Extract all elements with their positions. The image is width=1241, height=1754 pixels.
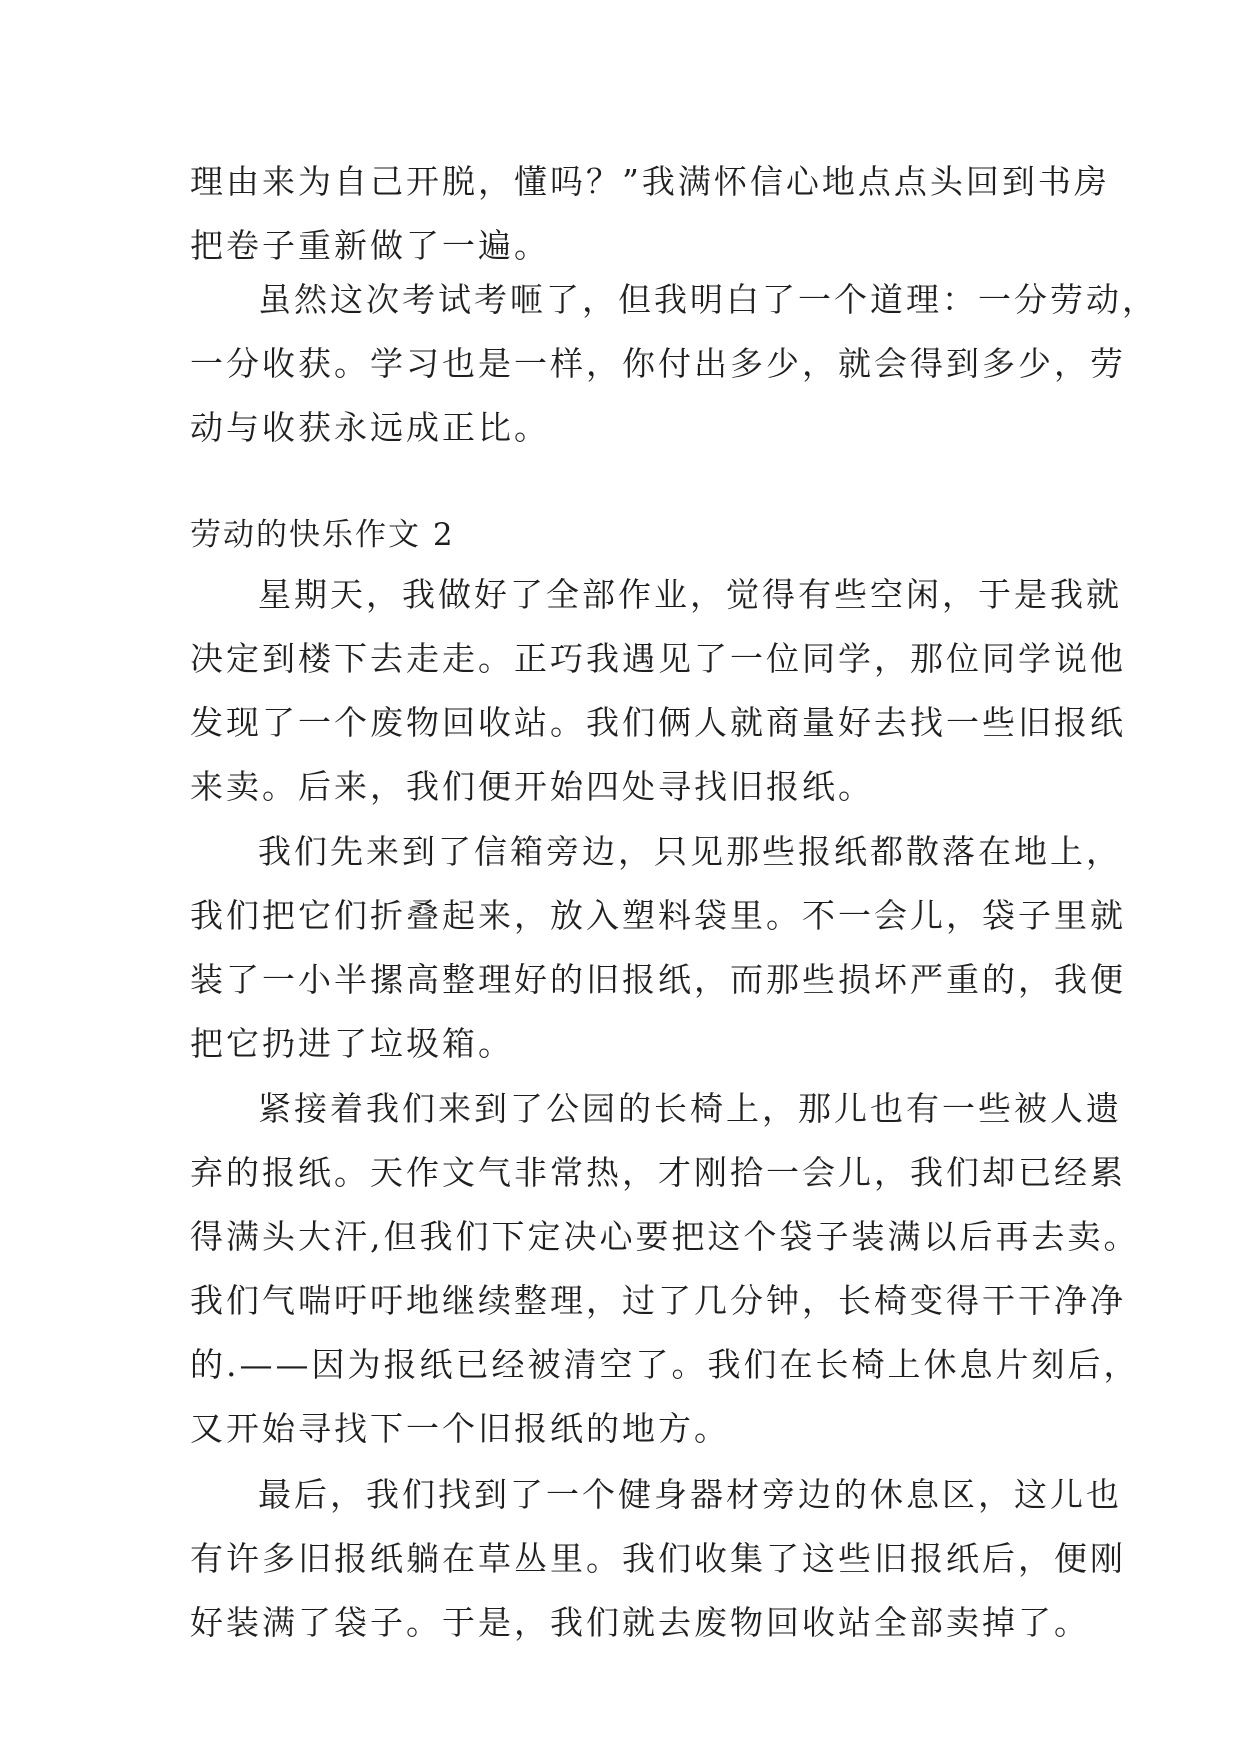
paragraph-line: 发现了一个废物回收站。我们俩人就商量好去找一些旧报纸 — [190, 703, 1126, 742]
paragraph-3 — [190, 1077, 1140, 1461]
paragraph-line: 把卷子重新做了一遍。 — [190, 226, 550, 265]
paragraph-line: 又开始寻找下一个旧报纸的地方。 — [190, 1409, 730, 1448]
paragraph-2 — [190, 820, 1126, 1076]
paragraph-line: 虽然这次考试考咂了，但我明白了一个道理：一分劳动， — [258, 280, 1158, 319]
paragraph-line: 得满头大汗,但我们下定决心要把这个袋子装满以后再去卖。 — [190, 1217, 1140, 1256]
paragraph-line: 最后，我们找到了一个健身器材旁边的休息区，这儿也 — [258, 1475, 1122, 1514]
paragraph-line: 决定到楼下去走走。正巧我遇见了一位同学，那位同学说他 — [190, 639, 1126, 678]
paragraph-4 — [190, 1463, 1126, 1655]
paragraph-line: 我们气喘吁吁地继续整理，过了几分钟，长椅变得干干净净 — [190, 1281, 1126, 1320]
paragraph-line: 理由来为自己开脱，懂吗？”我满怀信心地点点头回到书房 — [190, 162, 1110, 201]
paragraph-line: 的.——因为报纸已经被清空了。我们在长椅上休息片刻后， — [190, 1345, 1140, 1384]
paragraph-line: 有许多旧报纸躺在草丛里。我们收集了这些旧报纸后，便刚 — [190, 1539, 1126, 1578]
paragraph-line: 动与收获永远成正比。 — [190, 408, 550, 447]
conclusion-paragraph — [190, 268, 1158, 460]
paragraph-line: 好装满了袋子。于是，我们就去废物回收站全部卖掉了。 — [190, 1603, 1090, 1642]
paragraph-line: 弃的报纸。天作文气非常热，才刚拾一会儿，我们却已经累 — [190, 1153, 1126, 1192]
paragraph-line: 紧接着我们来到了公园的长椅上，那儿也有一些被人遗 — [258, 1089, 1122, 1128]
paragraph-line: 来卖。后来，我们便开始四处寻找旧报纸。 — [190, 767, 874, 806]
essay-title: 劳动的快乐作文 2 — [190, 517, 455, 553]
paragraph-line: 把它扔进了垃圾箱。 — [190, 1024, 514, 1063]
paragraph-line: 我们先来到了信箱旁边，只见那些报纸都散落在地上， — [258, 832, 1122, 871]
paragraph-line: 我们把它们折叠起来，放入塑料袋里。不一会儿，袋子里就 — [190, 896, 1126, 935]
paragraph-line: 星期天，我做好了全部作业，觉得有些空闲，于是我就 — [258, 575, 1122, 614]
continuation-paragraph — [190, 150, 1110, 278]
paragraph-1 — [190, 563, 1126, 819]
paragraph-line: 装了一小半摞高整理好的旧报纸，而那些损坏严重的，我便 — [190, 960, 1126, 999]
paragraph-line: 一分收获。学习也是一样，你付出多少，就会得到多少，劳 — [190, 344, 1126, 383]
